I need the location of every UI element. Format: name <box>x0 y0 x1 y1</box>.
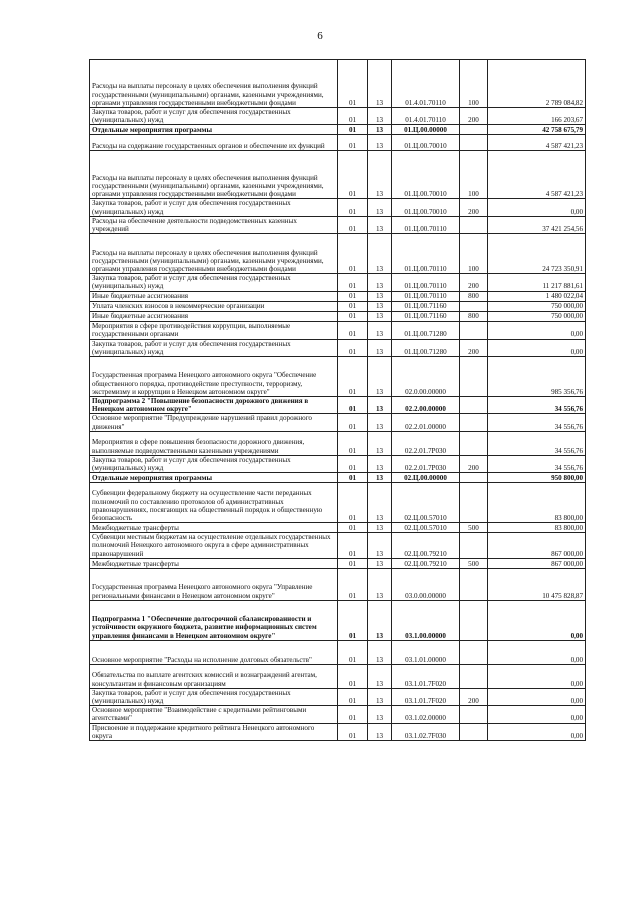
row-name: Мероприятия в сфере повышения безопасности дорожного движения, выполняемые подведомственными казенными учреждениями <box>90 431 338 455</box>
row-name: Подпрограмма 1 "Обеспечение долгосрочной сбалансированности и устойчивости окружного бюджета, развитие информационных систем управления финансами в Ненецком автономном округе" <box>90 600 338 640</box>
row-expense-type <box>460 301 488 311</box>
row-expense-type <box>460 431 488 455</box>
row-subsection: 13 <box>368 523 392 533</box>
row-target-code: 02.2.01.7Р030 <box>392 455 460 472</box>
row-target-code: 02.Ц.00.57010 <box>392 483 460 523</box>
row-amount: 34 556,76 <box>488 414 586 431</box>
row-amount: 10 475 828,87 <box>488 568 586 600</box>
row-amount: 985 356,76 <box>488 357 586 397</box>
row-section: 01 <box>338 455 368 472</box>
row-target-code: 01.Ц.00.70110 <box>392 234 460 274</box>
table-row <box>90 397 586 414</box>
row-name: Расходы на выплаты персоналу в целях обеспечения выполнения функций государственными (муниципальными) органами, казенными учреждениями, органами управления государственными внебюджетными фондами <box>90 151 338 199</box>
row-target-code: 01.Ц.00.70110 <box>392 216 460 233</box>
row-amount: 11 217 881,61 <box>488 274 586 291</box>
table-row <box>90 600 586 640</box>
row-expense-type <box>460 125 488 135</box>
table-row <box>90 455 586 472</box>
row-subsection: 13 <box>368 357 392 397</box>
row-subsection: 13 <box>368 431 392 455</box>
row-amount: 950 800,00 <box>488 473 586 483</box>
row-amount: 0,00 <box>488 199 586 216</box>
row-target-code: 02.Ц.00.79210 <box>392 533 460 559</box>
budget-table <box>89 59 586 741</box>
row-target-code: 03.1.01.00000 <box>392 640 460 664</box>
row-name: Основное мероприятие "Расходы на исполнение долговых обязательств" <box>90 640 338 664</box>
row-section: 01 <box>338 723 368 740</box>
table-row <box>90 558 586 568</box>
row-section: 01 <box>338 688 368 705</box>
row-expense-type <box>460 640 488 664</box>
row-section: 01 <box>338 135 368 151</box>
row-name: Мероприятия в сфере противодействия коррупции, выполняемые государственными органами <box>90 321 338 339</box>
row-name: Субвенции местным бюджетам на осуществление отдельных государственных полномочий Ненецкого автономного округа в сфере административных правонарушений <box>90 533 338 559</box>
row-target-code: 03.0.00.00000 <box>392 568 460 600</box>
table-row <box>90 523 586 533</box>
row-section: 01 <box>338 568 368 600</box>
row-target-code: 02.2.01.00000 <box>392 414 460 431</box>
row-target-code: 03.1.02.00000 <box>392 706 460 723</box>
table-row <box>90 60 586 108</box>
table-row <box>90 339 586 356</box>
row-subsection: 13 <box>368 706 392 723</box>
row-target-code: 01.Ц.00.70010 <box>392 199 460 216</box>
row-amount: 750 000,00 <box>488 301 586 311</box>
row-target-code: 03.1.01.7F020 <box>392 664 460 688</box>
row-section: 01 <box>338 664 368 688</box>
row-name: Государственная программа Ненецкого автономного округа "Управление региональными финансами в Ненецком автономном округе" <box>90 568 338 600</box>
table-row <box>90 108 586 125</box>
row-subsection: 13 <box>368 274 392 291</box>
row-amount: 34 556,76 <box>488 431 586 455</box>
row-target-code: 02.2.00.00000 <box>392 397 460 414</box>
table-row <box>90 135 586 151</box>
row-subsection: 13 <box>368 397 392 414</box>
row-amount: 0,00 <box>488 339 586 356</box>
row-expense-type: 100 <box>460 151 488 199</box>
row-expense-type <box>460 664 488 688</box>
row-section: 01 <box>338 431 368 455</box>
row-name: Основное мероприятие "Предупреждение нарушений правил дорожного движения" <box>90 414 338 431</box>
row-subsection: 13 <box>368 483 392 523</box>
row-name: Закупка товаров, работ и услуг для обеспечения государственных (муниципальных) нужд <box>90 688 338 705</box>
row-expense-type <box>460 397 488 414</box>
table-row <box>90 234 586 274</box>
row-section: 01 <box>338 125 368 135</box>
row-name: Иные бюджетные ассигнования <box>90 311 338 321</box>
row-target-code: 01.Ц.00.70010 <box>392 151 460 199</box>
row-name: Межбюджетные трансферты <box>90 558 338 568</box>
row-amount: 83 800,00 <box>488 523 586 533</box>
row-target-code: 03.1.02.7F030 <box>392 723 460 740</box>
row-expense-type: 500 <box>460 523 488 533</box>
row-expense-type <box>460 216 488 233</box>
row-subsection: 13 <box>368 108 392 125</box>
row-expense-type: 800 <box>460 311 488 321</box>
row-name: Субвенции федеральному бюджету на осуществление части переданных полномочий по составлению протоколов об административных правонарушениях, посягающих на общественный порядок и общественную безопасность <box>90 483 338 523</box>
row-subsection: 13 <box>368 414 392 431</box>
row-expense-type <box>460 706 488 723</box>
row-section: 01 <box>338 640 368 664</box>
row-name: Иные бюджетные ассигнования <box>90 291 338 301</box>
row-name: Присвоение и поддержание кредитного рейтинга Ненецкого автономного округа <box>90 723 338 740</box>
row-amount: 4 587 421,23 <box>488 151 586 199</box>
row-target-code: 02.Ц.00.57010 <box>392 523 460 533</box>
row-expense-type: 500 <box>460 558 488 568</box>
row-expense-type <box>460 357 488 397</box>
row-expense-type: 200 <box>460 274 488 291</box>
row-target-code: 01.Ц.00.71160 <box>392 301 460 311</box>
table-row <box>90 533 586 559</box>
row-subsection: 13 <box>368 311 392 321</box>
row-target-code: 02.Ц.00.79210 <box>392 558 460 568</box>
row-name: Отдельные мероприятия программы <box>90 473 338 483</box>
table-row <box>90 723 586 740</box>
row-target-code: 03.1.01.7F020 <box>392 688 460 705</box>
row-subsection: 13 <box>368 301 392 311</box>
row-target-code: 01.Ц.00.00000 <box>392 125 460 135</box>
row-subsection: 13 <box>368 558 392 568</box>
row-name: Закупка товаров, работ и услуг для обеспечения государственных (муниципальных) нужд <box>90 108 338 125</box>
row-expense-type: 200 <box>460 199 488 216</box>
row-name: Основное мероприятие "Взаимодействие с кредитными рейтинговыми агентствами" <box>90 706 338 723</box>
row-section: 01 <box>338 151 368 199</box>
row-amount: 42 758 675,79 <box>488 125 586 135</box>
row-amount: 0,00 <box>488 600 586 640</box>
row-expense-type <box>460 483 488 523</box>
row-amount: 166 203,67 <box>488 108 586 125</box>
row-target-code: 01.Ц.00.70010 <box>392 135 460 151</box>
row-expense-type <box>460 568 488 600</box>
table-row <box>90 311 586 321</box>
table-row <box>90 274 586 291</box>
row-amount: 0,00 <box>488 706 586 723</box>
row-expense-type <box>460 135 488 151</box>
row-subsection: 13 <box>368 600 392 640</box>
row-target-code: 01.Ц.00.70110 <box>392 291 460 301</box>
row-name: Закупка товаров, работ и услуг для обеспечения государственных (муниципальных) нужд <box>90 455 338 472</box>
row-expense-type: 100 <box>460 60 488 108</box>
row-name: Расходы на содержание государственных органов и обеспечение их функций <box>90 135 338 151</box>
row-target-code: 01.Ц.00.71160 <box>392 311 460 321</box>
row-amount: 0,00 <box>488 688 586 705</box>
row-subsection: 13 <box>368 473 392 483</box>
row-subsection: 13 <box>368 216 392 233</box>
table-row <box>90 125 586 135</box>
row-name: Обязательства по выплате агентских комиссий и вознаграждений агентам, консультантам и финансовым организациям <box>90 664 338 688</box>
row-amount: 0,00 <box>488 664 586 688</box>
row-section: 01 <box>338 199 368 216</box>
row-target-code: 01.4.01.70110 <box>392 108 460 125</box>
row-subsection: 13 <box>368 723 392 740</box>
row-subsection: 13 <box>368 135 392 151</box>
row-expense-type <box>460 321 488 339</box>
row-name: Закупка товаров, работ и услуг для обеспечения государственных (муниципальных) нужд <box>90 274 338 291</box>
table-row <box>90 431 586 455</box>
row-target-code: 01.Ц.00.71280 <box>392 321 460 339</box>
table-row <box>90 216 586 233</box>
row-section: 01 <box>338 311 368 321</box>
table-row <box>90 688 586 705</box>
row-subsection: 13 <box>368 291 392 301</box>
row-section: 01 <box>338 523 368 533</box>
row-subsection: 13 <box>368 151 392 199</box>
page-number: 6 <box>317 30 323 42</box>
table-row <box>90 321 586 339</box>
row-amount: 83 800,00 <box>488 483 586 523</box>
row-section: 01 <box>338 483 368 523</box>
row-subsection: 13 <box>368 688 392 705</box>
row-name: Закупка товаров, работ и услуг для обеспечения государственных (муниципальных) нужд <box>90 199 338 216</box>
row-amount: 0,00 <box>488 321 586 339</box>
table-row <box>90 664 586 688</box>
row-target-code: 01.Ц.00.71280 <box>392 339 460 356</box>
row-section: 01 <box>338 274 368 291</box>
row-expense-type <box>460 473 488 483</box>
row-subsection: 13 <box>368 125 392 135</box>
row-subsection: 13 <box>368 199 392 216</box>
row-name: Государственная программа Ненецкого автономного округа "Обеспечение общественного порядка, противодействие преступности, терроризму, экстремизму и коррупции в Ненецком автономном округе" <box>90 357 338 397</box>
row-expense-type: 100 <box>460 234 488 274</box>
row-expense-type: 200 <box>460 108 488 125</box>
row-name: Расходы на выплаты персоналу в целях обеспечения выполнения функций государственными (муниципальными) органами, казенными учреждениями, органами управления государственными внебюджетными фондами <box>90 234 338 274</box>
row-amount: 37 421 254,56 <box>488 216 586 233</box>
row-expense-type: 200 <box>460 455 488 472</box>
row-target-code: 01.Ц.00.70110 <box>392 274 460 291</box>
row-amount: 1 480 022,04 <box>488 291 586 301</box>
row-name: Межбюджетные трансферты <box>90 523 338 533</box>
row-section: 01 <box>338 234 368 274</box>
table-row <box>90 483 586 523</box>
row-section: 01 <box>338 291 368 301</box>
table-row <box>90 291 586 301</box>
row-expense-type: 200 <box>460 688 488 705</box>
row-subsection: 13 <box>368 533 392 559</box>
row-amount: 867 000,00 <box>488 558 586 568</box>
row-subsection: 13 <box>368 321 392 339</box>
table-row <box>90 706 586 723</box>
table-row <box>90 568 586 600</box>
row-section: 01 <box>338 558 368 568</box>
row-target-code: 03.1.00.00000 <box>392 600 460 640</box>
row-section: 01 <box>338 397 368 414</box>
row-subsection: 13 <box>368 339 392 356</box>
row-amount: 24 723 350,91 <box>488 234 586 274</box>
row-section: 01 <box>338 533 368 559</box>
row-name: Уплата членских взносов в некоммерческие организации <box>90 301 338 311</box>
table-row <box>90 199 586 216</box>
row-name: Расходы на обеспечение деятельности подведомственных казенных учреждений <box>90 216 338 233</box>
row-amount: 4 587 421,23 <box>488 135 586 151</box>
row-amount: 0,00 <box>488 640 586 664</box>
row-target-code: 02.0.00.00000 <box>392 357 460 397</box>
row-section: 01 <box>338 60 368 108</box>
row-amount: 34 556,76 <box>488 455 586 472</box>
row-name: Закупка товаров, работ и услуг для обеспечения государственных (муниципальных) нужд <box>90 339 338 356</box>
table-row <box>90 640 586 664</box>
row-subsection: 13 <box>368 664 392 688</box>
row-expense-type <box>460 723 488 740</box>
row-target-code: 01.4.01.70110 <box>392 60 460 108</box>
row-expense-type <box>460 533 488 559</box>
row-target-code: 02.2.01.7Р030 <box>392 431 460 455</box>
row-subsection: 13 <box>368 60 392 108</box>
row-expense-type <box>460 414 488 431</box>
row-name: Подпрограмма 2 "Повышение безопасности дорожного движения в Ненецком автономном округе" <box>90 397 338 414</box>
table-row <box>90 357 586 397</box>
row-amount: 34 556,76 <box>488 397 586 414</box>
row-subsection: 13 <box>368 640 392 664</box>
table-row <box>90 414 586 431</box>
table-row <box>90 473 586 483</box>
row-name: Расходы на выплаты персоналу в целях обеспечения выполнения функций государственными (муниципальными) органами, казенными учреждениями, органами управления государственными внебюджетными фондами <box>90 60 338 108</box>
row-subsection: 13 <box>368 455 392 472</box>
row-subsection: 13 <box>368 568 392 600</box>
row-amount: 867 000,00 <box>488 533 586 559</box>
row-section: 01 <box>338 216 368 233</box>
row-section: 01 <box>338 321 368 339</box>
row-amount: 0,00 <box>488 723 586 740</box>
row-section: 01 <box>338 339 368 356</box>
row-section: 01 <box>338 357 368 397</box>
row-section: 01 <box>338 706 368 723</box>
row-section: 01 <box>338 301 368 311</box>
row-expense-type: 800 <box>460 291 488 301</box>
row-amount: 2 789 084,82 <box>488 60 586 108</box>
table-row <box>90 301 586 311</box>
row-section: 01 <box>338 600 368 640</box>
row-amount: 750 000,00 <box>488 311 586 321</box>
row-expense-type: 200 <box>460 339 488 356</box>
row-section: 01 <box>338 108 368 125</box>
row-name: Отдельные мероприятия программы <box>90 125 338 135</box>
row-section: 01 <box>338 473 368 483</box>
row-section: 01 <box>338 414 368 431</box>
row-subsection: 13 <box>368 234 392 274</box>
row-target-code: 02.Ц.00.00000 <box>392 473 460 483</box>
row-expense-type <box>460 600 488 640</box>
table-row <box>90 151 586 199</box>
